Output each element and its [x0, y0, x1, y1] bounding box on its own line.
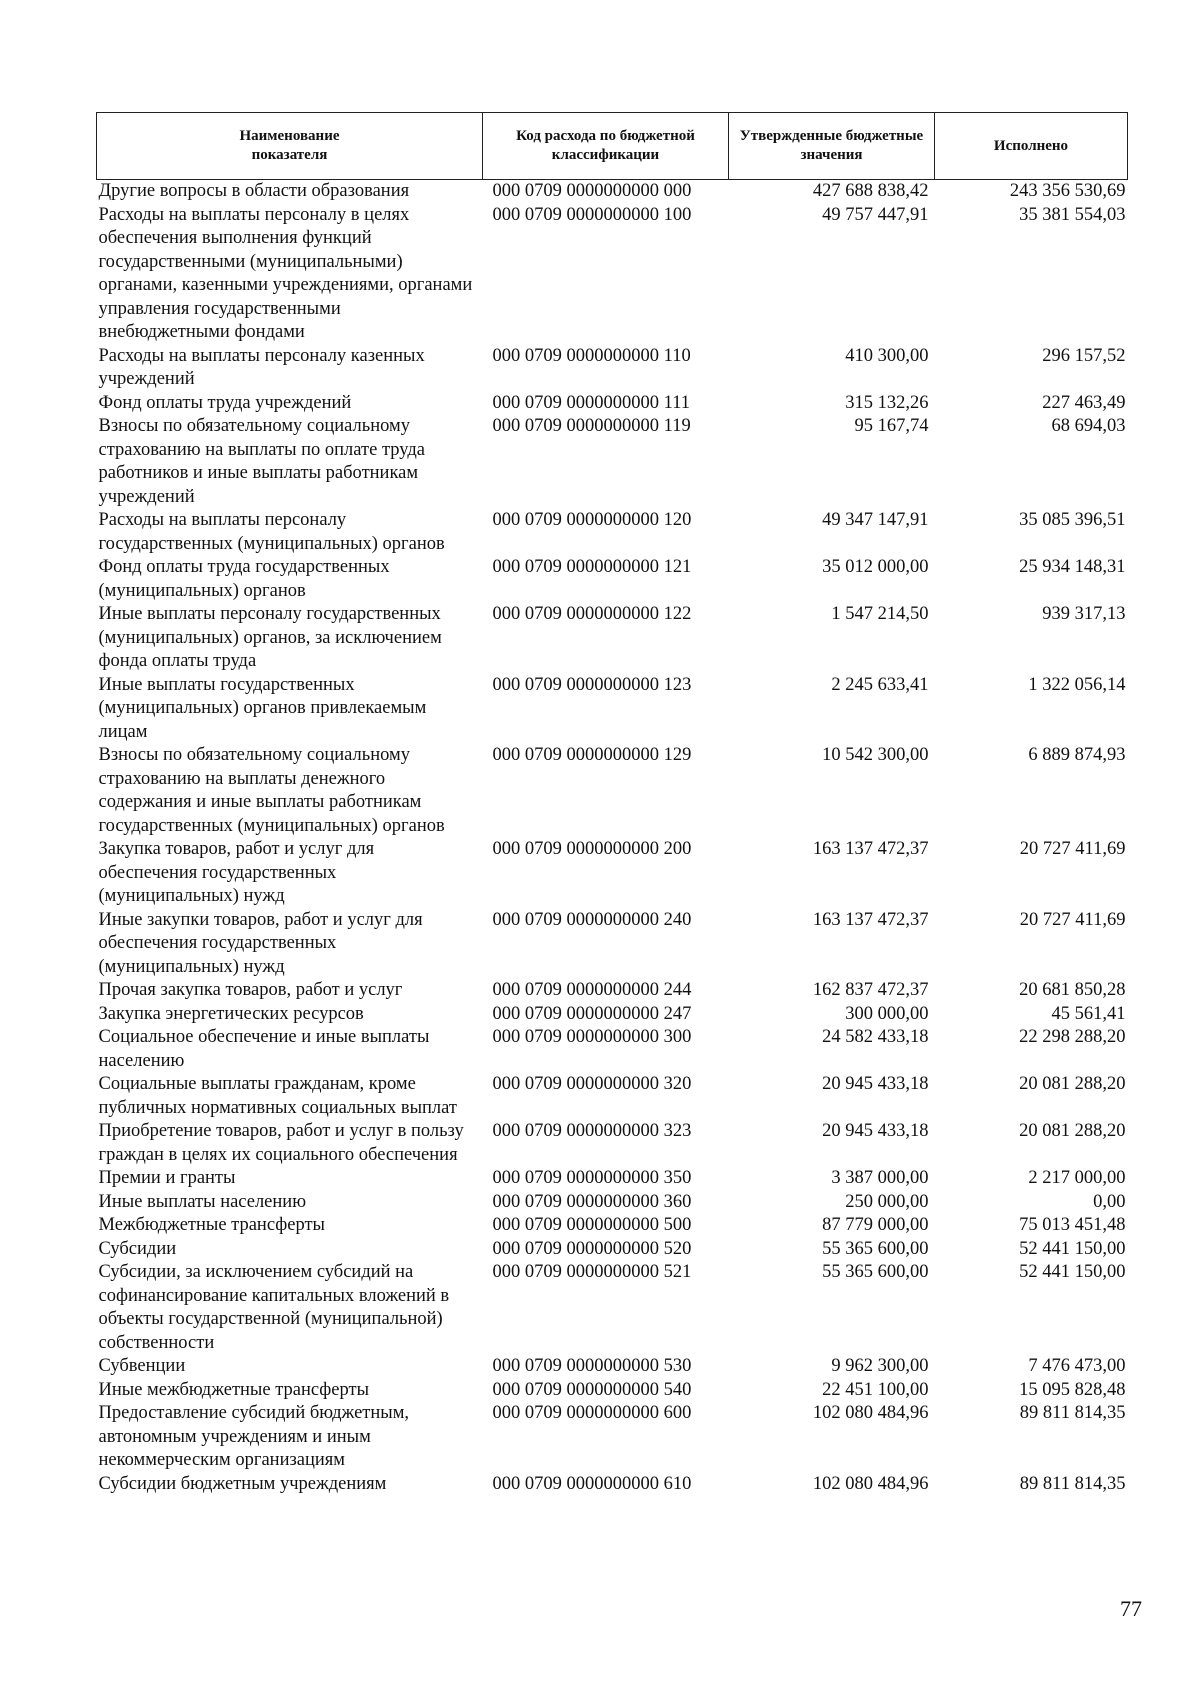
row-name: Расходы на выплаты персоналу в целях обеспечения выполнения функций государственными (муниципальными) органами, казенными учреждениями, органами управления государственными внебюджетными фондами: [98, 204, 473, 342]
row-approved: 49 347 147,91: [822, 510, 929, 530]
header-code: [483, 113, 729, 180]
row-executed: 52 441 150,00: [1019, 1238, 1126, 1259]
row-executed: 2 217 000,00: [1028, 1168, 1126, 1188]
row-code: 000 0709 0000000000 530: [492, 1356, 692, 1376]
row-code: 000 0709 0000000000 121: [492, 557, 692, 577]
table-row: [97, 1003, 1128, 1027]
row-code: 000 0709 0000000000 320: [492, 1074, 692, 1094]
row-executed: 89 811 814,35: [1019, 1403, 1126, 1423]
row-code: 000 0709 0000000000 520: [492, 1238, 692, 1259]
row-code: 000 0709 0000000000 100: [492, 204, 692, 225]
row-code: 000 0709 0000000000 240: [492, 909, 692, 930]
row-approved: 24 582 433,18: [822, 1027, 929, 1047]
row-code: 000 0709 0000000000 120: [492, 510, 692, 530]
row-code: 000 0709 0000000000 500: [492, 1215, 692, 1235]
table-row: [97, 674, 1128, 745]
table-header: [97, 113, 1128, 180]
row-executed: 75 013 451,48: [1019, 1215, 1126, 1235]
table-body: [97, 180, 1128, 1497]
table-row: [97, 979, 1128, 1003]
row-name: Расходы на выплаты персоналу казенных учреждений: [98, 345, 425, 389]
budget-execution-table: [96, 112, 1128, 1496]
row-name: Прочая закупка товаров, работ и услуг: [98, 980, 403, 1000]
row-executed: 20 081 288,20: [1019, 1121, 1126, 1141]
row-approved: 49 757 447,91: [822, 204, 929, 225]
header-executed: [935, 113, 1128, 180]
row-code: 000 0709 0000000000 111: [492, 392, 691, 413]
row-name: Субсидии бюджетным учреждениям: [98, 1473, 387, 1494]
row-name: Закупка энергетических ресурсов: [98, 1003, 364, 1024]
table-row: [97, 1473, 1128, 1497]
row-approved: 250 000,00: [845, 1191, 929, 1212]
table-row: [97, 1402, 1128, 1473]
row-name: Предоставление субсидий бюджетным, автономным учреждениям и иным некоммерческим организациям: [98, 1403, 410, 1470]
row-executed: 6 889 874,93: [1028, 745, 1126, 765]
row-code: 000 0709 0000000000 540: [492, 1379, 692, 1400]
table-row: [97, 1379, 1128, 1403]
row-approved: 35 012 000,00: [822, 557, 929, 577]
row-name: Закупка товаров, работ и услуг для обеспечения государственных (муниципальных) нужд: [98, 839, 375, 906]
header-approved: [729, 113, 935, 180]
row-approved: 102 080 484,96: [812, 1473, 929, 1494]
row-code: 000 0709 0000000000 110: [492, 345, 691, 366]
row-executed: 35 381 554,03: [1019, 204, 1126, 225]
table-row: [97, 509, 1128, 556]
row-executed: 25 934 148,31: [1019, 557, 1126, 577]
row-executed: 89 811 814,35: [1019, 1473, 1126, 1494]
table-row: [97, 392, 1128, 416]
row-code: 000 0709 0000000000 521: [492, 1262, 692, 1282]
table-row: [97, 744, 1128, 838]
row-name: Субсидии, за исключением субсидий на софинансирование капитальных вложений в объекты государственной (муниципальной) собственности: [98, 1262, 450, 1353]
row-executed: 20 727 411,69: [1019, 909, 1126, 930]
row-code: 000 0709 0000000000 129: [492, 745, 692, 765]
table-row: [97, 415, 1128, 509]
table-row: [97, 1355, 1128, 1379]
row-approved: 95 167,74: [854, 416, 929, 436]
table-row: [97, 345, 1128, 392]
row-name: Приобретение товаров, работ и услуг в пользу граждан в целях их социального обеспечения: [98, 1121, 464, 1165]
row-code: 000 0709 0000000000 123: [492, 674, 692, 695]
row-name: Другие вопросы в области образования: [98, 181, 410, 201]
table-row: [97, 556, 1128, 603]
row-code: 000 0709 0000000000 200: [492, 839, 692, 859]
header-code-text: Код расхода по бюджетной классификации: [516, 128, 695, 163]
row-code: 000 0709 0000000000 323: [492, 1121, 692, 1141]
row-name: Иные выплаты населению: [98, 1191, 307, 1212]
header-row: [97, 113, 1128, 180]
row-name: Иные выплаты государственных (муниципальных) органов привлекаемым лицам: [98, 674, 427, 742]
row-approved: 9 962 300,00: [831, 1356, 929, 1376]
row-approved: 55 365 600,00: [822, 1262, 929, 1282]
table-row: [97, 909, 1128, 980]
table-row: [97, 838, 1128, 909]
row-approved: 87 779 000,00: [822, 1215, 929, 1235]
row-approved: 2 245 633,41: [831, 674, 929, 695]
row-approved: 410 300,00: [845, 345, 929, 366]
row-approved: 427 688 838,42: [812, 181, 929, 201]
row-name: Межбюджетные трансферты: [98, 1215, 325, 1235]
row-code: 000 0709 0000000000 600: [492, 1403, 692, 1423]
row-name: Субвенции: [98, 1356, 186, 1376]
row-approved: 1 547 214,50: [831, 604, 929, 624]
row-name: Социальное обеспечение и иные выплаты населению: [98, 1027, 430, 1071]
row-name: Взносы по обязательному социальному страхованию на выплаты по оплате труда работников и иные выплаты работникам учреждений: [98, 416, 425, 507]
header-executed-text: Исполнено: [993, 137, 1069, 154]
row-code: 000 0709 0000000000 244: [492, 980, 692, 1000]
row-executed: 52 441 150,00: [1019, 1262, 1126, 1282]
row-code: 000 0709 0000000000 122: [492, 604, 692, 624]
row-name: Социальные выплаты гражданам, кроме публичных нормативных социальных выплат: [98, 1074, 457, 1118]
row-code: 000 0709 0000000000 300: [492, 1027, 692, 1047]
table-row: [97, 1167, 1128, 1191]
row-executed: 939 317,13: [1042, 604, 1126, 624]
row-approved: 20 945 433,18: [822, 1074, 929, 1094]
table-row: [97, 1191, 1128, 1215]
row-executed: 45 561,41: [1051, 1003, 1126, 1024]
row-name: Иные межбюджетные трансферты: [98, 1379, 370, 1400]
row-executed: 35 085 396,51: [1019, 510, 1126, 530]
header-name: [97, 113, 483, 180]
row-executed: 243 356 530,69: [1009, 181, 1126, 201]
row-name: Взносы по обязательному социальному страхованию на выплаты денежного содержания и иные выплаты работникам государственных (муниципальных) органов: [98, 745, 445, 836]
row-code: 000 0709 0000000000 247: [492, 1003, 692, 1024]
budget-table-container: [96, 112, 1127, 1496]
row-executed: 22 298 288,20: [1019, 1027, 1126, 1047]
header-approved-text: Утвержденные бюджетные значения: [739, 128, 924, 163]
row-code: 000 0709 0000000000 000: [492, 181, 692, 201]
row-approved: 162 837 472,37: [812, 980, 929, 1000]
row-approved: 3 387 000,00: [831, 1168, 929, 1188]
row-name: Расходы на выплаты персоналу государственных (муниципальных) органов: [98, 510, 445, 554]
row-code: 000 0709 0000000000 350: [492, 1168, 692, 1188]
row-code: 000 0709 0000000000 610: [492, 1473, 692, 1494]
row-executed: 20 081 288,20: [1019, 1074, 1126, 1094]
row-approved: 102 080 484,96: [812, 1403, 929, 1423]
row-executed: 7 476 473,00: [1028, 1356, 1126, 1376]
row-approved: 20 945 433,18: [822, 1121, 929, 1141]
table-row: [97, 1026, 1128, 1073]
row-executed: 68 694,03: [1051, 416, 1126, 436]
row-code: 000 0709 0000000000 360: [492, 1191, 692, 1212]
row-name: Фонд оплаты труда государственных (муниципальных) органов: [98, 557, 390, 601]
row-executed: 20 727 411,69: [1019, 839, 1126, 859]
table-row: [97, 1214, 1128, 1238]
row-name: Субсидии: [98, 1238, 177, 1259]
table-row: [97, 204, 1128, 345]
table-row: [97, 1238, 1128, 1262]
table-row: [97, 1120, 1128, 1167]
row-name: Фонд оплаты труда учреждений: [98, 392, 352, 413]
row-approved: 55 365 600,00: [822, 1238, 929, 1259]
row-executed: 20 681 850,28: [1019, 980, 1126, 1000]
row-approved: 22 451 100,00: [822, 1379, 929, 1400]
table-row: [97, 180, 1128, 204]
row-approved: 163 137 472,37: [812, 839, 929, 859]
row-name: Премии и гранты: [98, 1168, 236, 1188]
row-name: Иные выплаты персоналу государственных (муниципальных) органов, за исключением фонда оплаты труда: [98, 604, 442, 671]
row-approved: 163 137 472,37: [812, 909, 929, 930]
row-name: Иные закупки товаров, работ и услуг для обеспечения государственных (муниципальных) нужд: [98, 909, 423, 977]
row-code: 000 0709 0000000000 119: [492, 416, 691, 436]
row-executed: 227 463,49: [1042, 392, 1126, 413]
row-approved: 315 132,26: [845, 392, 929, 413]
row-approved: 300 000,00: [845, 1003, 929, 1024]
table-row: [97, 603, 1128, 674]
table-row: [97, 1261, 1128, 1355]
row-executed: 0,00: [1093, 1191, 1126, 1212]
row-executed: 15 095 828,48: [1019, 1379, 1126, 1400]
row-approved: 10 542 300,00: [822, 745, 929, 765]
row-executed: 1 322 056,14: [1028, 674, 1126, 695]
table-row: [97, 1073, 1128, 1120]
row-executed: 296 157,52: [1042, 345, 1126, 366]
header-name-text: Наименование показателя: [239, 128, 340, 163]
page-number: 77: [1120, 1596, 1142, 1621]
